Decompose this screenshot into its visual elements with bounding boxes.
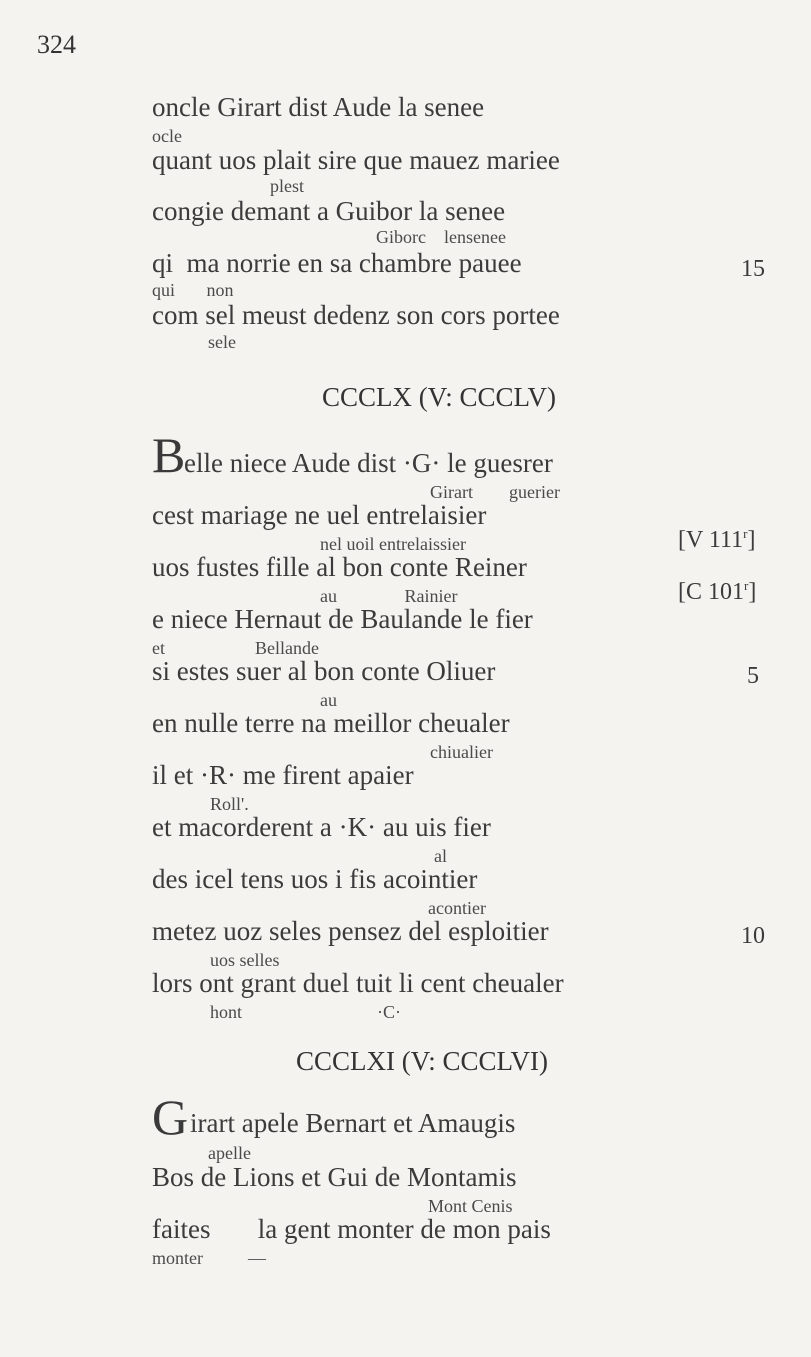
verse-line: des icel tens uos i fis acointier xyxy=(152,864,478,894)
variant-line: Giborc lensenee xyxy=(376,227,506,247)
line-number: 5 xyxy=(747,663,759,689)
verse-line: et macorderent a ·K· au uis fier xyxy=(152,812,491,842)
variant-line: qui non xyxy=(152,280,234,300)
page-number: 324 xyxy=(37,30,76,59)
verse-line: quant uos plait sire que mauez mariee xyxy=(152,145,560,175)
verse-line: irart apele Bernart et Amaugis xyxy=(190,1108,516,1138)
manuscript-folio-ref: [V 111$^r$] xyxy=(678,526,756,553)
verse-line: cest mariage ne uel entrelaisier xyxy=(152,500,487,530)
verse-line: il et ·R· me firent apaier xyxy=(152,760,414,790)
variant-line: nel uoil entrelaissier xyxy=(320,534,466,554)
verse-line: metez uoz seles pensez del esploitier xyxy=(152,916,549,946)
verse-line: qi ma norrie en sa chambre pauee xyxy=(152,248,522,278)
verse-line: uos fustes fille al bon conte Reiner xyxy=(152,552,527,582)
section-heading: CCCLXI (V: CCCLVI) xyxy=(296,1046,549,1076)
verse-line: oncle Girart dist Aude la senee xyxy=(152,92,485,122)
variant-line: apelle xyxy=(208,1143,251,1163)
variant-line: au Rainier xyxy=(320,586,458,606)
drop-cap: G xyxy=(152,1089,189,1145)
verse-line: Bos de Lions et Gui de Montamis xyxy=(152,1162,517,1192)
variant-line: ocle xyxy=(152,126,182,146)
variant-line: monter — xyxy=(152,1248,266,1268)
verse-line: elle niece Aude dist ·G· le guesrer xyxy=(184,448,553,478)
section-heading: CCCLX (V: CCCLV) xyxy=(322,382,557,412)
verse-line: e niece Hernaut de Baulande le fier xyxy=(152,604,533,634)
variant-line: sele xyxy=(208,332,236,352)
variant-line: Roll'. xyxy=(210,794,249,814)
verse-line: en nulle terre na meillor cheualer xyxy=(152,708,510,738)
variant-line: acontier xyxy=(428,898,486,918)
variant-line: plest xyxy=(270,176,304,196)
drop-cap: B xyxy=(152,427,186,483)
variant-line: al xyxy=(434,846,447,866)
line-number: 10 xyxy=(741,923,765,949)
variant-line: Girart guerier xyxy=(430,482,560,502)
variant-line: au xyxy=(320,690,337,710)
line-number: 15 xyxy=(741,256,765,282)
verse-line: com sel meust dedenz son cors portee xyxy=(152,300,560,330)
verse-line: lors ont grant duel tuit li cent cheualer xyxy=(152,968,564,998)
variant-line: uos selles xyxy=(210,950,280,970)
manuscript-folio-ref: [C 101$^r$] xyxy=(678,578,757,605)
variant-line: hont ·C· xyxy=(210,1002,401,1022)
variant-line: et Bellande xyxy=(152,638,319,658)
verse-line: faites la gent monter de mon pais xyxy=(152,1214,551,1244)
variant-line: Mont Cenis xyxy=(428,1196,513,1216)
verse-line: si estes suer al bon conte Oliuer xyxy=(152,656,496,686)
verse-line: congie demant a Guibor la senee xyxy=(152,196,506,226)
variant-line: chiualier xyxy=(430,742,493,762)
